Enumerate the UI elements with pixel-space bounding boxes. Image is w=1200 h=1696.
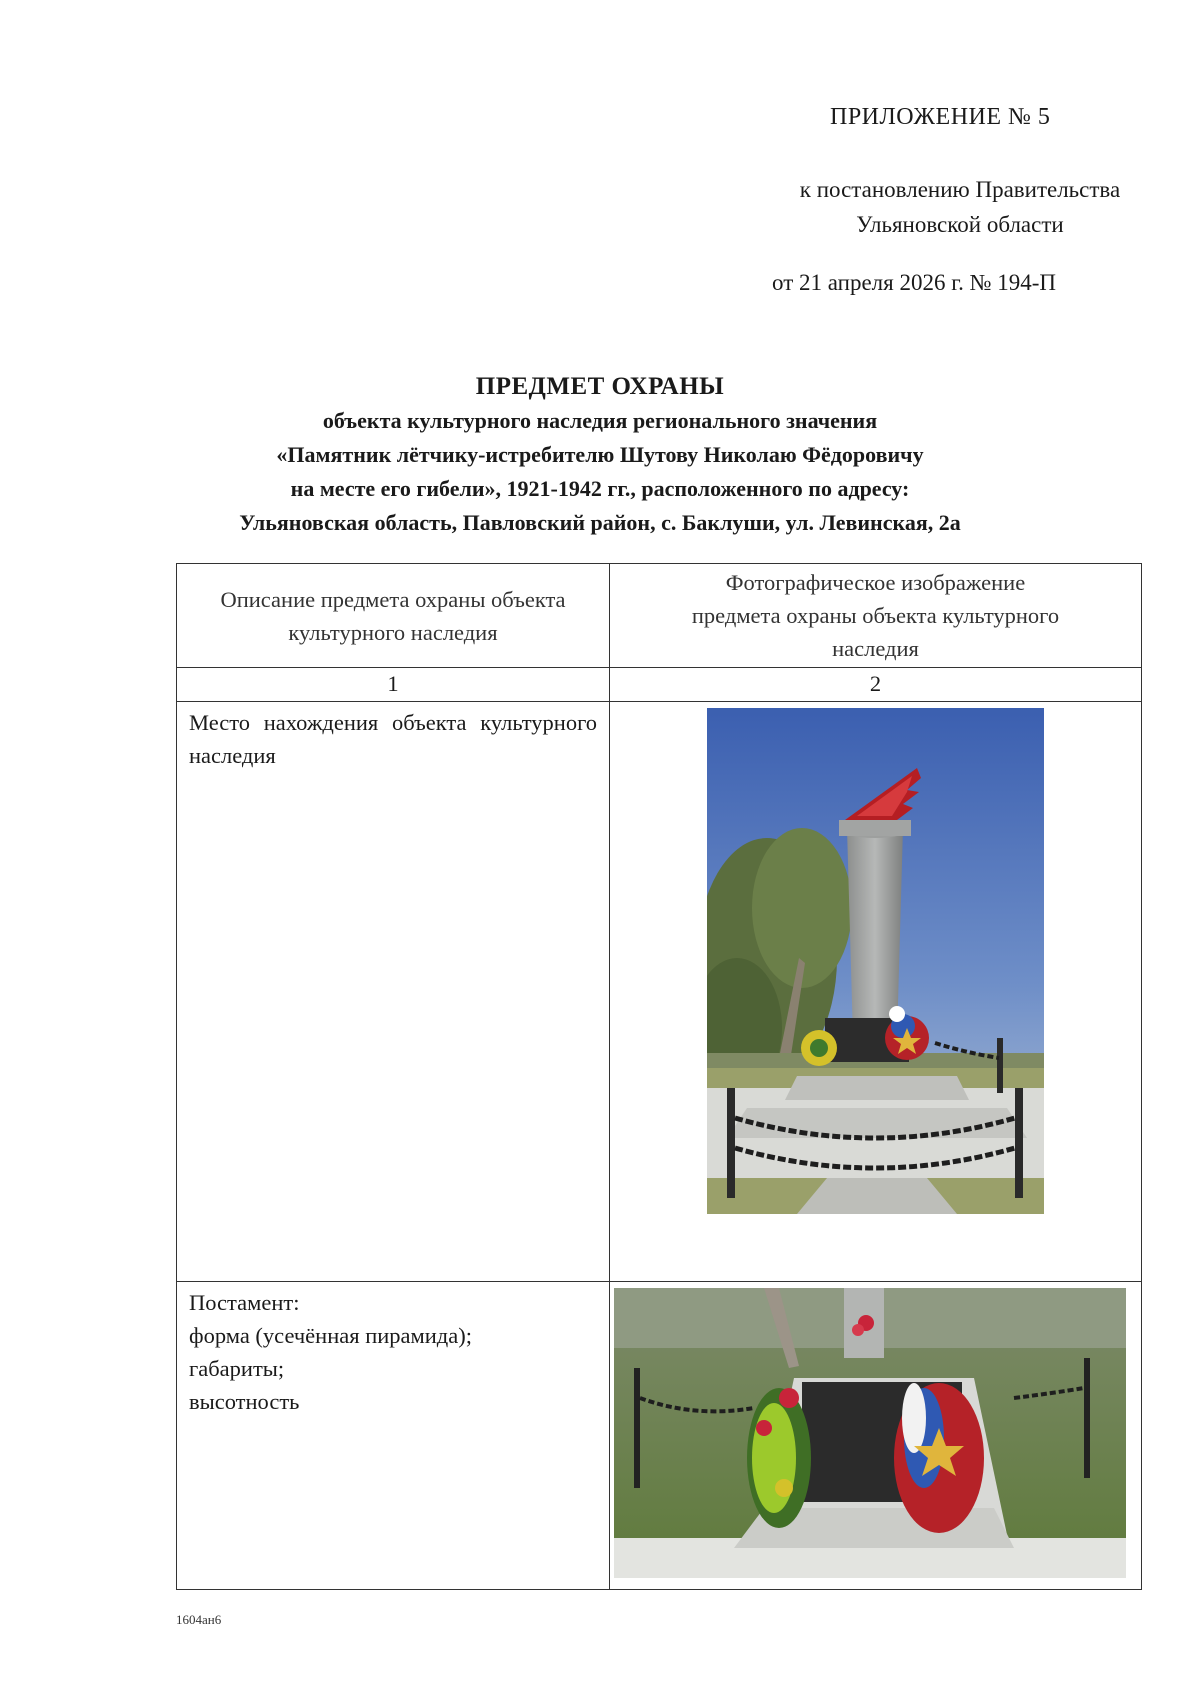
column-number: 2: [610, 668, 1142, 702]
title-line: объекта культурного наследия регионального значения: [322, 408, 878, 433]
column-number: 1: [177, 668, 610, 702]
table-row: [177, 702, 1142, 1282]
row-description: [177, 1282, 610, 1590]
document-header: [0, 0, 1200, 300]
description-line: габариты;: [189, 1356, 285, 1381]
table-header-row: [177, 564, 1142, 668]
appendix-reference: [750, 172, 1170, 242]
appendix-ref-line: к постановлению Правительства: [799, 177, 1121, 202]
title-line: «Памятник лётчику-истребителю Шутову Николаю Фёдоровичу: [276, 442, 924, 467]
footer-code: 1604ан6: [176, 1612, 222, 1627]
pedestal-photo: [614, 1288, 1126, 1578]
table-number-row: [177, 668, 1142, 702]
document-title: [50, 370, 1150, 540]
title-line: Ульяновская область, Павловский район, с. Баклуши, ул. Левинская, 2а: [239, 510, 961, 535]
description-line: высотность: [189, 1389, 300, 1414]
appendix-ref-line: Ульяновской области: [856, 212, 1064, 237]
protection-table: [176, 563, 1142, 1590]
description-line: форма (усечённая пирамида);: [189, 1323, 472, 1348]
row-photo: [610, 1282, 1142, 1590]
table-row: [177, 1282, 1142, 1590]
description-line: Постамент:: [189, 1290, 300, 1315]
appendix-title: ПРИЛОЖЕНИЕ № 5: [830, 104, 1051, 130]
monument-photo: [707, 708, 1044, 1214]
description-text: Место нахождения объекта культурного наследия: [189, 710, 597, 768]
header-description: Описание предмета охраны объекта культурного наследия: [177, 564, 610, 668]
title-heading: ПРЕДМЕТ ОХРАНЫ: [475, 373, 725, 400]
title-line: на месте его гибели», 1921-1942 гг., расположенного по адресу:: [290, 476, 910, 501]
header-photo: Фотографическое изображение предмета охраны объекта культурного наследия: [610, 564, 1142, 668]
row-photo: [610, 702, 1142, 1282]
appendix-date: от 21 апреля 2026 г. № 194-П: [772, 270, 1057, 295]
row-description: [177, 702, 610, 1282]
